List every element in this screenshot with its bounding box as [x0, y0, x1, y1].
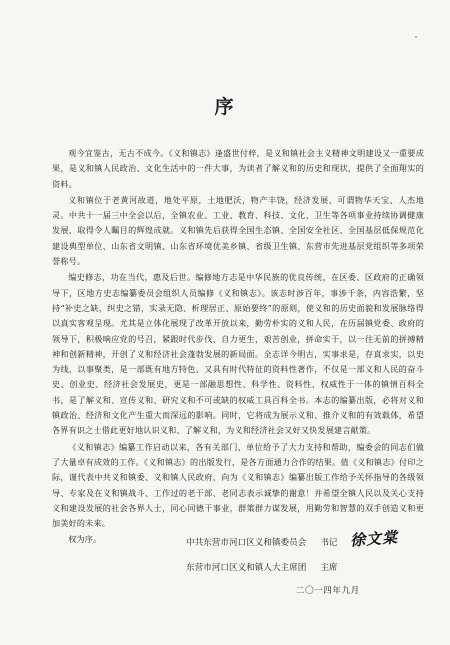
signatory-role: 主席 — [320, 563, 338, 573]
page-mark — [415, 36, 417, 38]
paragraph: 《义和镇志》编纂工作启动以来，各有关部门、单位给予了大力支持和帮助，编委会的同志们做了大量卓有成效的工作。《义和镇志》的出版发行，是各方面通力合作的结果。值《义和镇志》付印之际，谨代表中共义和镇委、义和镇人民政府，向为《义和镇志》编纂出版工作给予关怀指导的各级领导、专家及在义和镇战斗、工作过的老干部、老同志表示诚挚的谢意！并希望全镇人民以及关心支持义和建设发展的社会各界人士，同心同德干事业，群策群力谋发展，用勤劳和智慧的双手创造义和更加美好的未来。 — [52, 441, 424, 529]
handwritten-signature: 徐文棠 — [349, 528, 399, 550]
signatory-line — [186, 556, 426, 581]
paragraph: 权为序。 — [68, 534, 102, 545]
paragraph: 义和镇位于老黄河故道，地处平原，土地肥沃，物产丰饶，经济发展，可谓物华天宝、人杰地灵。中共十一届三中全会以后，全镇农业、工业、教育、科技、文化、卫生等各项事业持续协调健康发展，取得令人瞩目的辉煌成就。义和镇先后获得全国生态镇、全国安全社区、全国基层低保规范化建设典型单位、山东省文明镇、山东省环境优美乡镇、省级卫生镇、东营市先进基层党组织等多项荣誉称号。 — [52, 194, 424, 267]
paragraph: 观今宜鉴古，无古不成今。《义和镇志》逢盛世付梓，是义和镇社会主义精神文明建设又一重要成果，是义和镇人民政治、文化生活中的一件大事，为读者了解义和的历史和现状，提供了全面翔实的资料。 — [52, 148, 424, 189]
signatory-org: 中共东营市河口区义和镇委员会 — [186, 538, 307, 548]
signatory-org: 东营市河口区义和镇人大主席团 — [186, 563, 307, 573]
paragraph: 编史修志，功在当代，惠及后世。编修地方志是中华民族的优良传统，在区委、区政府的正确领导下，区地方史志编纂委员会组织人员编修《义和镇志》。该志时涉百年，事涉千条，内容浩繁，坚持“补史之缺，纠史之错，实录无隐、析理居正、原始要终”的原则，使义和的历史面貌和发展脉络得以真实客观呈现。尤其是立体化展现了改革开放以来，勤劳朴实的义和人民，在历届镇党委、政府的领导下，积极响应党的号召，紧跟时代步伐，自力更生，艰苦创业，拼命实干，以一往无前的拼搏精神和创新精神，开创了义和经济社会蓬勃发展的新局面。全志详今明古，实事求是，存真求实，以史为线，以事聚类，是一部既有地方特色、又具有时代特征的资料性著作，不仅是一部义和人民的奋斗史、创业史、经济社会发展史，更是一部融思想性、科学性、资料性、权威性于一体的镇情百科全书，是了解义和、宣传义和、研究义和不可或缺的权威工具百科全书。本志的编纂出版，必将对义和镇政治、经济和文化产生重大而深远的影响。同时，它将成为展示义和、推介义和的有效载体，希望各界有识之士借此更好地认识义和、了解义和，为义和经济社会又好又快发展建言献策。 — [52, 272, 424, 436]
signatory-role: 书记 — [320, 538, 338, 548]
preface-body — [52, 146, 424, 549]
page-title: 序 — [214, 96, 236, 118]
date-line: 二〇一四年九月 — [296, 586, 360, 596]
